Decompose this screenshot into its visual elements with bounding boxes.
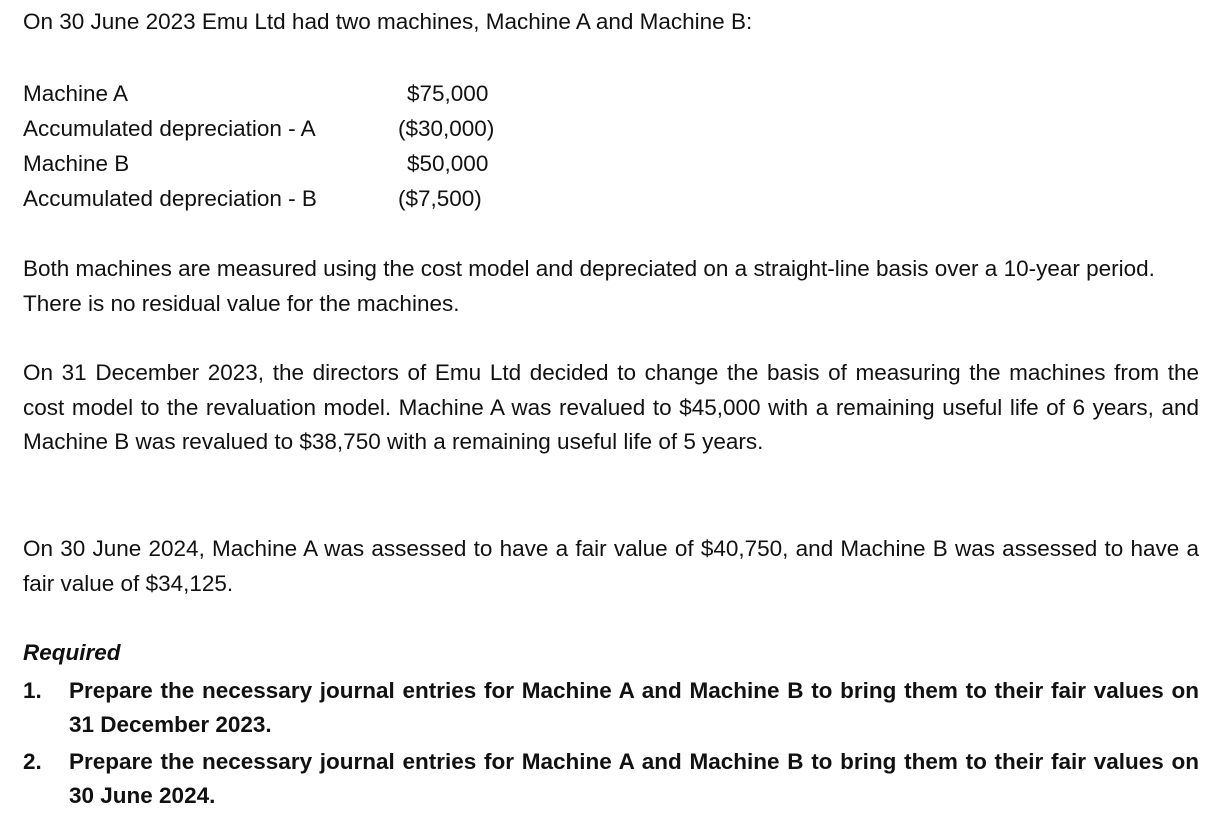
balance-amount: $75,000 — [407, 81, 489, 106]
required-item — [23, 745, 1199, 813]
required-item-text: Prepare the necessary journal entries for Machine A and Machine B to bring them to their fair values on 30 June 2024. — [69, 749, 1199, 808]
balance-label: Accumulated depreciation - B — [23, 186, 317, 211]
fair-value-paragraph: On 30 June 2024, Machine A was assessed to have a fair value of $40,750, and Machine B was assessed to have a fair value of $34,125. — [23, 536, 1199, 596]
required-item-text: Prepare the necessary journal entries for Machine A and Machine B to bring them to their fair values on 31 December 2023. — [69, 678, 1199, 737]
balance-row — [23, 111, 547, 146]
required-item-number: 2. — [23, 749, 42, 774]
balance-row — [23, 146, 547, 181]
balance-label: Accumulated depreciation - A — [23, 116, 316, 141]
balance-label: Machine B — [23, 151, 130, 176]
balance-amount: ($7,500) — [398, 186, 482, 211]
balance-row — [23, 181, 547, 216]
balance-label: Machine A — [23, 81, 129, 106]
required-item — [23, 674, 1199, 742]
required-heading: Required — [23, 640, 121, 665]
intro-text: On 30 June 2023 Emu Ltd had two machines, Machine A and Machine B: — [23, 9, 753, 34]
cost-model-paragraph: Both machines are measured using the cost model and depreciated on a straight-line basis over a 10-year period. There is no residual value for the machines. — [23, 256, 1155, 316]
balance-amount: $50,000 — [407, 151, 489, 176]
required-list — [23, 674, 1199, 816]
balance-amount: ($30,000) — [398, 116, 495, 141]
required-item-number: 1. — [23, 678, 42, 703]
revaluation-paragraph: On 31 December 2023, the directors of Emu Ltd decided to change the basis of measuring the machines from the cost model to the revaluation model. Machine A was revalued to $45,000 with a remaining useful life of 6 years, and Machine B was revalued to $38,750 with a remaining useful life of 5 years. — [23, 360, 1199, 454]
balance-row — [23, 76, 547, 111]
balances-table — [23, 76, 547, 216]
